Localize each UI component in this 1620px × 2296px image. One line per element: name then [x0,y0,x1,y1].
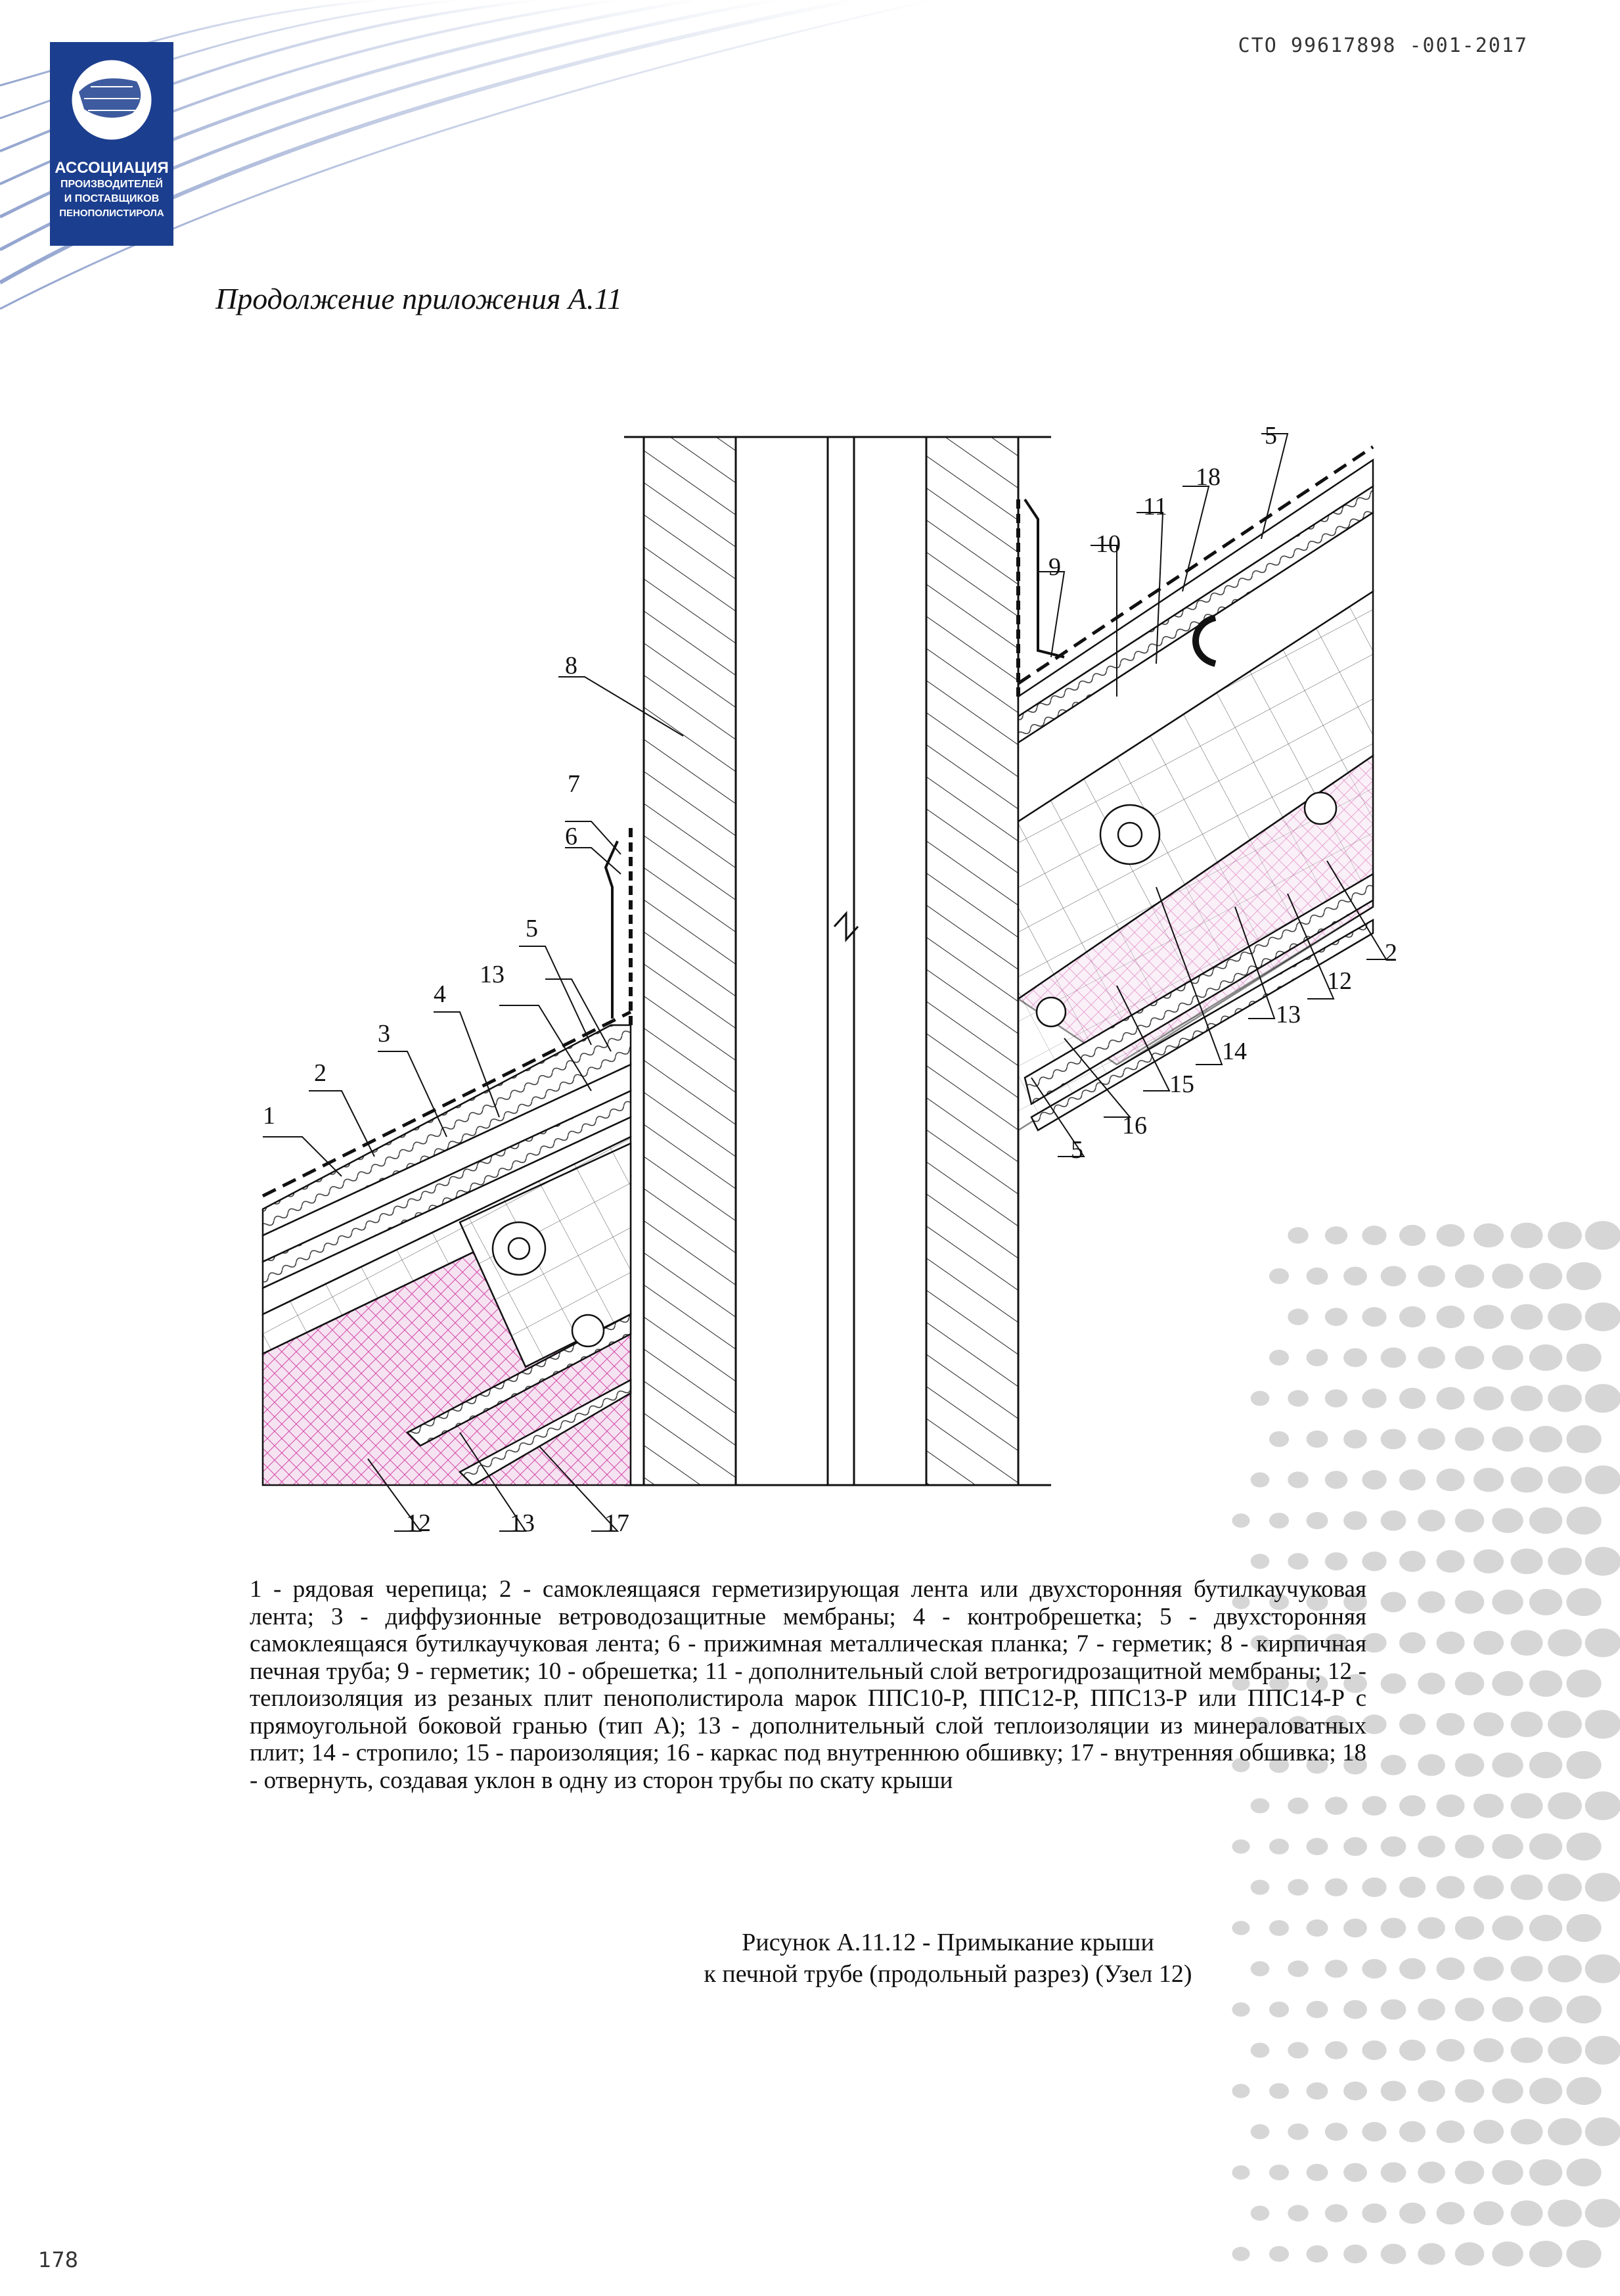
decorative-dot [1381,2163,1406,2183]
decorative-dot [1381,1592,1406,1613]
decorative-dot [1548,2036,1582,2063]
decorative-dot [1251,2124,1270,2140]
decorative-dot [1566,1996,1601,2024]
decorative-dot [1511,1793,1543,1818]
decorative-dot [1474,1550,1504,1574]
decorative-dot [1492,1834,1523,1859]
decorative-dot [1436,1876,1464,1898]
decorative-dot [1492,2241,1523,2266]
callout-12: 12 [406,1509,431,1537]
decorative-dot [1511,2119,1543,2144]
decorative-dot [1343,2245,1367,2264]
decorative-dot [1548,1629,1582,1656]
figure-caption-line-1: Рисунок А.11.12 - Примыкание крыши [742,1929,1154,1956]
decorative-dot [1492,2078,1523,2103]
appendix-title: Продолжение приложения А.11 [215,282,623,315]
decorative-dot [1585,1791,1620,1820]
decorative-dot [1307,2082,1328,2100]
decorative-dot [1343,2163,1367,2182]
decorative-dot [1585,2117,1620,2146]
decorative-dot [1585,1628,1620,1657]
decorative-dot [1418,2161,1445,2183]
logo-line-4: ПЕНОПОЛИСТИРОЛА [59,208,164,219]
decorative-dot [1455,1835,1485,1858]
decorative-dot [1232,1839,1249,1854]
decorative-dot [1455,1998,1485,2021]
decorative-dot [1381,1837,1406,1857]
decorative-dot [1455,2079,1485,2103]
decorative-dot [1492,2160,1523,2185]
callout-2-right: 2 [1385,939,1397,967]
legend-text: 1 - рядовая черепица; 2 - самоклеящаяся герметизирующая лента или двухсторонняя бутилкаучуковая лента; 3 - диффузионные ветроводозащитные мембраны; 4 - контробрешетка; 5 - двухсторонняя самоклеящаяся бутилкаучуковая лента; 6 - прижимная металлическая планка; 7 - герметик; 8 - кирпичная печная труба; 9 - герметик; 10 - обрешетка; 11 - дополнительный слой ветрогидрозащитной мембраны; 12 - теплоизоляция из резаных плит пенополистирола марок ППС10-Р, ППС12-Р, ППС13-Р или ППС14-Р с прямоугольной боковой гранью (тип А); 13 - дополнительный слой теплоизоляции из минераловатных плит; 14 - стропило; 15 - пароизоляция; 16 - каркас под внутреннюю обшивку; 17 - внутренняя обшивка; 18 - отвернуть, создавая уклон в одну из сторон трубы по скату крыши [250,1576,1366,1794]
decorative-dot [1381,1674,1406,1694]
callout-18: 18 [1196,463,1221,491]
decorative-dot [1232,2084,1249,2098]
decorative-dot [1566,1833,1601,1861]
decorative-dot [1492,1753,1523,1778]
callout-10: 10 [1096,530,1121,558]
decorative-dot [1288,1797,1309,1814]
callout-2: 2 [314,1059,326,1087]
decorative-dot [1418,1835,1445,1857]
callout-14: 14 [1222,1038,1247,1065]
decorative-dot [1436,1632,1464,1654]
decorative-dot [1362,2040,1386,2060]
logo-line-2: ПРОИЗВОДИТЕЛЕЙ [60,179,164,190]
decorative-dot [1511,1874,1543,1900]
decorative-dot [1529,1752,1562,1778]
callout-6: 6 [565,823,577,850]
decorative-dot [1529,1589,1562,1615]
decorative-dot [1399,1877,1426,1898]
decorative-dot [1381,2244,1406,2264]
decorative-dot [1548,2118,1582,2145]
decorative-dot [1455,2242,1485,2266]
decorative-dot [1436,1795,1464,1817]
decorative-dot [1381,1755,1406,1776]
decorative-dot [1492,1590,1523,1615]
decorative-dot [1492,1671,1523,1696]
decorative-dot [1269,2165,1289,2180]
decorative-dot [1418,1754,1445,1776]
decorative-dot [1362,1551,1386,1571]
decorative-dot [1381,2000,1406,2020]
callout-9: 9 [1048,553,1061,581]
decorative-dot [1585,2199,1620,2228]
callout-5: 5 [526,915,538,942]
callout-16: 16 [1122,1112,1147,1139]
decorative-dot [1566,1670,1601,1698]
chimney [624,437,1051,1485]
decorative-dot [1251,1799,1270,1814]
decorative-dot [1307,1838,1328,1855]
decorative-dot [1269,2083,1289,2099]
callout-13-upper: 13 [480,961,505,988]
decorative-dot [1436,2121,1464,2143]
decorative-dot [1232,2002,1249,2017]
decorative-dot [1362,2122,1386,2142]
decorative-dot [1343,2000,1367,2019]
callout-1: 1 [263,1102,275,1130]
decorative-dot [1343,1837,1367,1856]
decorative-dot [1585,1710,1620,1739]
callout-13-right: 13 [1276,1001,1301,1028]
decorative-dot [1399,1632,1426,1653]
decorative-dot [1529,1833,1562,1860]
decorative-dot [1288,2042,1309,2058]
decorative-dot [1548,1711,1582,1737]
decorative-dot [1529,1996,1562,2023]
decorative-dot [1307,2245,1328,2262]
decorative-dot [1566,2159,1601,2187]
decorative-dot [1511,2200,1543,2226]
decorative-dot [1307,2001,1328,2018]
callout-8: 8 [565,652,577,679]
callout-11: 11 [1143,493,1167,520]
decorative-dot [1399,1714,1426,1735]
decorative-dot [1529,2159,1562,2186]
decorative-dot [1399,2040,1426,2061]
decorative-dot [1325,2041,1347,2059]
decorative-dot [1325,1878,1347,1896]
decorative-dot [1251,2043,1270,2058]
callout-5-top: 5 [1265,422,1277,449]
decorative-dot [1232,2247,1249,2261]
decorative-dot [1399,2121,1426,2142]
callout-12-right: 12 [1327,967,1352,995]
decorative-dot [1566,1751,1601,1779]
decorative-dot [1288,1553,1309,1569]
decorative-dot [1566,2077,1601,2105]
decorative-dot [1325,2123,1347,2141]
decorative-dot [1325,1797,1347,1815]
decorative-dot [1269,2246,1289,2262]
decorative-dot [1511,1711,1543,1737]
decorative-dot [1474,1712,1504,1737]
decorative-dot [1492,1997,1523,2022]
decorative-dot [1381,2081,1406,2101]
decorative-dot [1436,1550,1464,1573]
decorative-dot [1343,2082,1367,2101]
decorative-dot [1511,1630,1543,1655]
decorative-dot [1288,2205,1309,2221]
callout-4: 4 [434,980,446,1008]
decorative-dot [1585,1873,1620,1902]
decorative-dot [1325,2204,1347,2222]
callout-3: 3 [378,1020,390,1047]
decorative-dot [1548,2199,1582,2226]
decorative-dot [1232,2165,1249,2180]
decorative-dot [1455,1753,1485,1777]
decorative-dot [1548,1792,1582,1819]
decorative-dot [1399,2203,1426,2224]
callout-5-bottom: 5 [1071,1136,1083,1164]
decorative-dot [1269,1839,1289,1854]
decorative-dot [1325,1552,1347,1571]
decorative-dot [1455,1590,1485,1614]
decorative-dot [1418,1591,1445,1613]
decorative-dot [1529,1670,1562,1697]
decorative-dot [1548,1873,1582,1900]
figure-caption-line-2: к печной трубе (продольный разрез) (Узел 12) [704,1960,1192,1988]
decorative-dot [1511,2037,1543,2063]
decorative-dot [1474,2201,1504,2226]
decorative-dot [1399,1551,1426,1572]
decorative-dot [1566,2240,1601,2268]
page-number: 178 [38,2247,79,2272]
decorative-dot [1269,2002,1289,2017]
decorative-dot [1585,2036,1620,2065]
decorative-dot [1548,1548,1582,1574]
decorative-dot [1251,1554,1270,1569]
decorative-dot [1362,2203,1386,2223]
right-roof-slope [1018,447,1373,1130]
logo-line-3: И ПОСТАВЩИКОВ [64,193,160,204]
decorative-dot [1566,1588,1601,1617]
decorative-dot [1455,1672,1485,1695]
left-roof-slope [263,828,631,1485]
decorative-dot [1307,2164,1328,2181]
decorative-dot [1585,1547,1620,1576]
decorative-dot [1436,2039,1464,2061]
decorative-dot [1418,2080,1445,2101]
decorative-dot [1399,1795,1426,1816]
decorative-dot [1288,1879,1309,1895]
decorative-dot [1362,1877,1386,1897]
decorative-dot [1418,2243,1445,2264]
callout-17: 17 [604,1509,629,1537]
logo-line-1: АССОЦИАЦИЯ [55,159,169,177]
decorative-dot [1474,1631,1504,1655]
decorative-dot [1474,1875,1504,1900]
decorative-dot [1436,1713,1464,1735]
decorative-dot [1288,2123,1309,2140]
decorative-dot [1529,2241,1562,2267]
decorative-dot [1474,1794,1504,1818]
decorative-dot [1418,1998,1445,2020]
document-code: СТО 99617898 -001-2017 [1238,34,1528,57]
decorative-dot [1436,2202,1464,2224]
decorative-dot [1474,2120,1504,2144]
callout-13: 13 [510,1509,535,1537]
decorative-dot [1362,1796,1386,1816]
decorative-dot [1529,2078,1562,2104]
decorative-dot [1455,2161,1485,2184]
callout-7: 7 [568,770,580,798]
decorative-dot [1418,1672,1445,1694]
callout-15: 15 [1169,1070,1194,1098]
decorative-dot [1251,2206,1270,2221]
decorative-dot [1251,1880,1270,1895]
decorative-dot [1511,1548,1543,1574]
decorative-dot [1474,2038,1504,2063]
